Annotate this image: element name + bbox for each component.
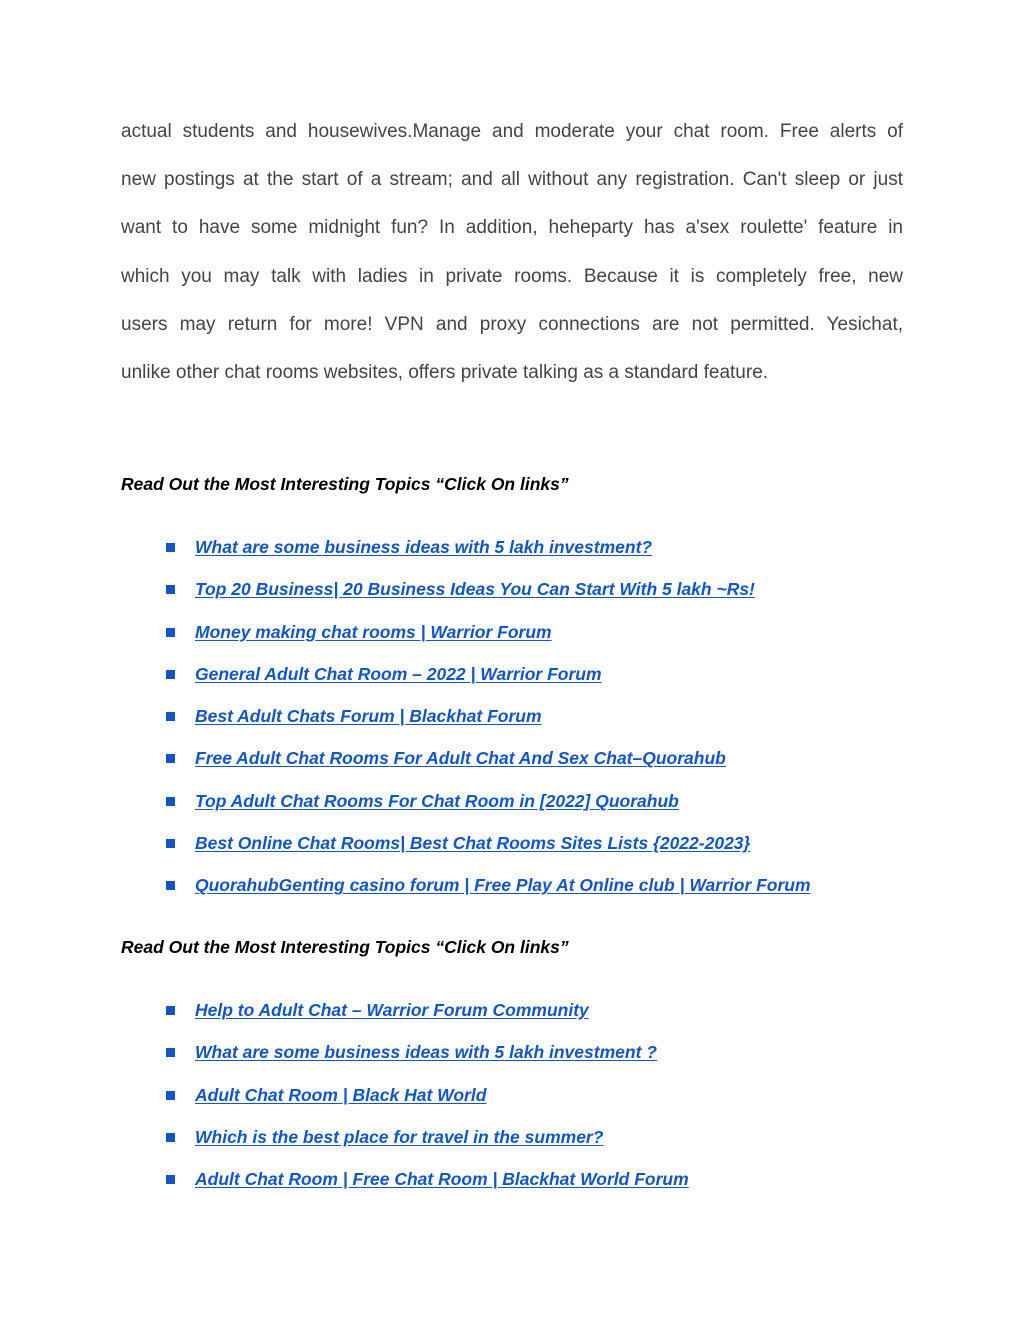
square-bullet-icon [165, 584, 176, 595]
topic-link[interactable]: What are some business ideas with 5 lakh investment ? [195, 1042, 657, 1063]
paragraph-line: new postings at the start of a stream; and all without any registration. Can't sleep or just [121, 169, 903, 191]
paragraph-line: users may return for more! VPN and proxy connections are not permitted. Yesichat, [121, 313, 903, 335]
paragraph-line: unlike other chat rooms websites, offers private talking as a standard feature. [121, 361, 769, 383]
square-bullet-icon [165, 880, 176, 891]
section-heading: Read Out the Most Interesting Topics “Click On links” [121, 937, 569, 957]
square-bullet-icon [165, 838, 176, 849]
link-list [121, 1000, 903, 1211]
topic-link[interactable]: Best Online Chat Rooms| Best Chat Rooms Sites Lists {2022-2023} [195, 833, 751, 854]
square-bullet-icon [165, 1047, 176, 1058]
list-item [121, 1042, 903, 1084]
topic-link[interactable]: Top 20 Business| 20 Business Ideas You Can Start With 5 lakh ~Rs! [195, 579, 755, 600]
topic-link[interactable]: General Adult Chat Room – 2022 | Warrior Forum [195, 663, 602, 684]
square-bullet-icon [165, 669, 176, 680]
link-list [121, 537, 903, 918]
topic-link[interactable]: Free Adult Chat Rooms For Adult Chat And Sex Chat–Quorahub [195, 748, 726, 769]
body-paragraph [121, 108, 903, 397]
list-item [121, 664, 903, 706]
list-item [121, 1169, 903, 1211]
topic-link[interactable]: Which is the best place for travel in the summer? [195, 1126, 604, 1147]
list-item [121, 875, 903, 917]
paragraph-line: actual students and housewives.Manage and moderate your chat room. Free alerts of [121, 121, 903, 142]
list-item [121, 622, 903, 664]
square-bullet-icon [165, 796, 176, 807]
topic-link[interactable]: Help to Adult Chat – Warrior Forum Community [195, 1000, 589, 1020]
square-bullet-icon [165, 1005, 176, 1016]
list-item [121, 1000, 903, 1042]
list-item [121, 748, 903, 790]
topic-link[interactable]: Top Adult Chat Rooms For Chat Room in [2022] Quorahub [195, 790, 679, 811]
list-item [121, 537, 903, 579]
list-item [121, 833, 903, 875]
topic-link[interactable]: What are some business ideas with 5 lakh investment? [195, 537, 653, 557]
topic-link[interactable]: QuorahubGenting casino forum | Free Play At Online club | Warrior Forum [195, 875, 811, 896]
section-heading: Read Out the Most Interesting Topics “Click On links” [121, 474, 569, 494]
square-bullet-icon [165, 1174, 176, 1185]
list-item [121, 791, 903, 833]
topic-link[interactable]: Adult Chat Room | Free Chat Room | Blackhat World Forum [195, 1169, 689, 1190]
square-bullet-icon [165, 542, 176, 553]
list-item [121, 579, 903, 621]
list-item [121, 706, 903, 748]
square-bullet-icon [165, 711, 176, 722]
topic-link[interactable]: Best Adult Chats Forum | Blackhat Forum [195, 706, 542, 727]
topic-link[interactable]: Adult Chat Room | Black Hat World [195, 1084, 487, 1105]
square-bullet-icon [165, 753, 176, 764]
list-item [121, 1127, 903, 1169]
list-item [121, 1085, 903, 1127]
square-bullet-icon [165, 627, 176, 638]
square-bullet-icon [165, 1090, 176, 1101]
paragraph-line: which you may talk with ladies in private rooms. Because it is completely free, new [121, 265, 903, 287]
topic-link[interactable]: Money making chat rooms | Warrior Forum [195, 621, 552, 642]
paragraph-line: want to have some midnight fun? In addition, heheparty has a'sex roulette' feature in [121, 217, 903, 239]
square-bullet-icon [165, 1132, 176, 1143]
